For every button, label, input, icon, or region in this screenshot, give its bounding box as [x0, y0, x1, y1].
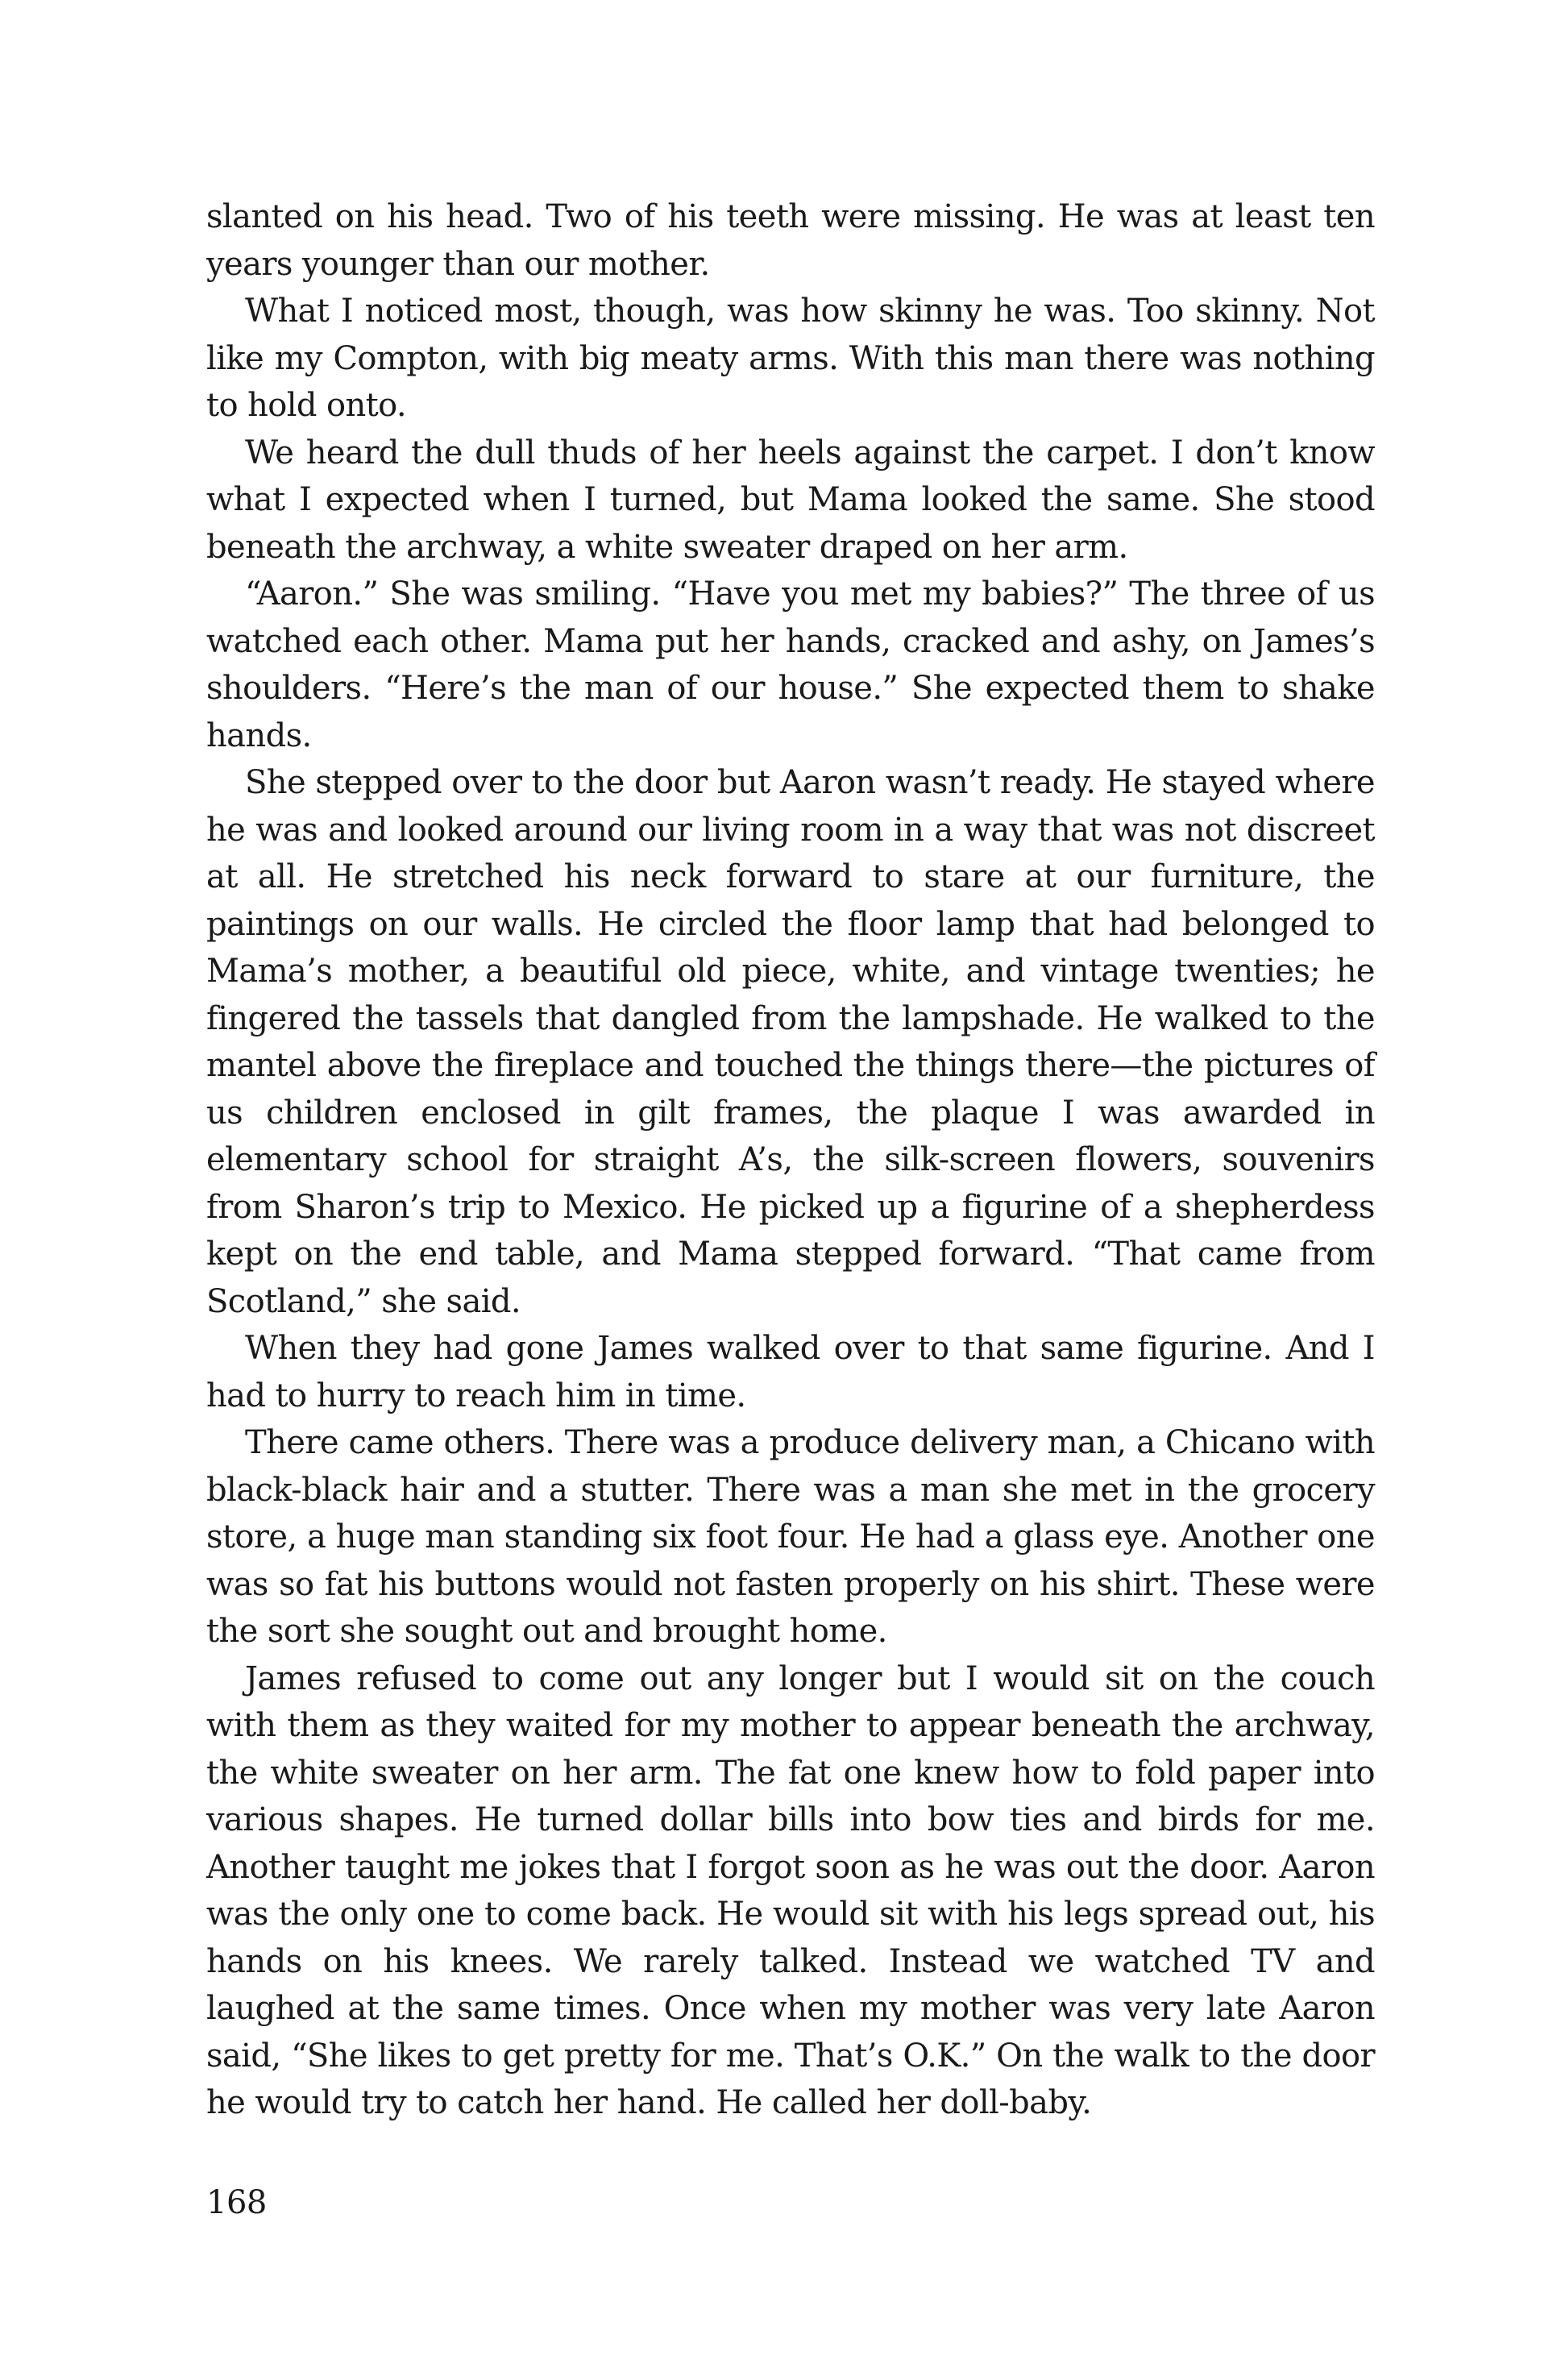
paragraph: What I noticed most, though, was how skinny he was. Too skinny. Not like my Compton, with big meaty arms. With this man there was nothing to hold onto. — [206, 293, 1375, 424]
paragraph: She stepped over to the door but Aaron wasn’t ready. He stayed where he was and looked around our living room in a way that was not discreet at all. He stretched his neck forward to stare at our furniture, the paintings on our walls. He circled the floor lamp that had belonged to Mama’s mother, a beautiful old piece, white, and vintage twenties; he fingered the tassels that dangled from the lampshade. He walked to the mantel above the fireplace and touched the things there—the pictures of us children enclosed in gilt frames, the plaque I was awarded in elementary school for straight A’s, the silk-screen flowers, souvenirs from Sharon’s trip to Mexico. He picked up a figurine of a shepherdess kept on the end table, and Mama stepped forward. “That came from Scotland,” she said. — [206, 764, 1375, 1320]
paragraph: We heard the dull thuds of her heels against the carpet. I don’t know what I expected when I turned, but Mama looked the same. She stood beneath the archway, a white sweater draped on her arm. — [206, 434, 1375, 566]
paragraph: There came others. There was a produce delivery man, a Chicano with black-black hair and a stutter. There was a man she met in the grocery store, a huge man standing six foot four. He had a glass eye. Another one was so fat his buttons would not fasten properly on his shirt. These were the sort she sought out and brought home. — [206, 1424, 1375, 1650]
page-number: 168 — [206, 2184, 267, 2221]
paragraph: James refused to come out any longer but I would sit on the couch with them as they waited for my mother to appear beneath the archway, the white sweater on her arm. The fat one knew how to fold paper into various shapes. He turned dollar bills into bow ties and birds for me. Another taught me jokes that I forgot soon as he was out the door. Aaron was the only one to come back. He would sit with his legs spread out, his hands on his knees. We rarely talked. Instead we watched TV and laughed at the same times. Once when my mother was very late Aaron said, “She likes to get pretty for me. That’s O.K.” On the walk to the door he would try to catch her hand. He called her doll-baby. — [206, 1659, 1375, 2121]
body-text — [206, 193, 1375, 2127]
paragraph: slanted on his head. Two of his teeth were missing. He was at least ten years younger than our mother. — [206, 198, 1375, 283]
paragraph: When they had gone James walked over to that same figurine. And I had to hurry to reach him in time. — [206, 1330, 1375, 1414]
paragraph: “Aaron.” She was smiling. “Have you met my babies?” The three of us watched each other. Mama put her hands, cracked and ashy, on James’s shoulders. “Here’s the man of our house.” She expected them to shake hands. — [206, 575, 1375, 754]
